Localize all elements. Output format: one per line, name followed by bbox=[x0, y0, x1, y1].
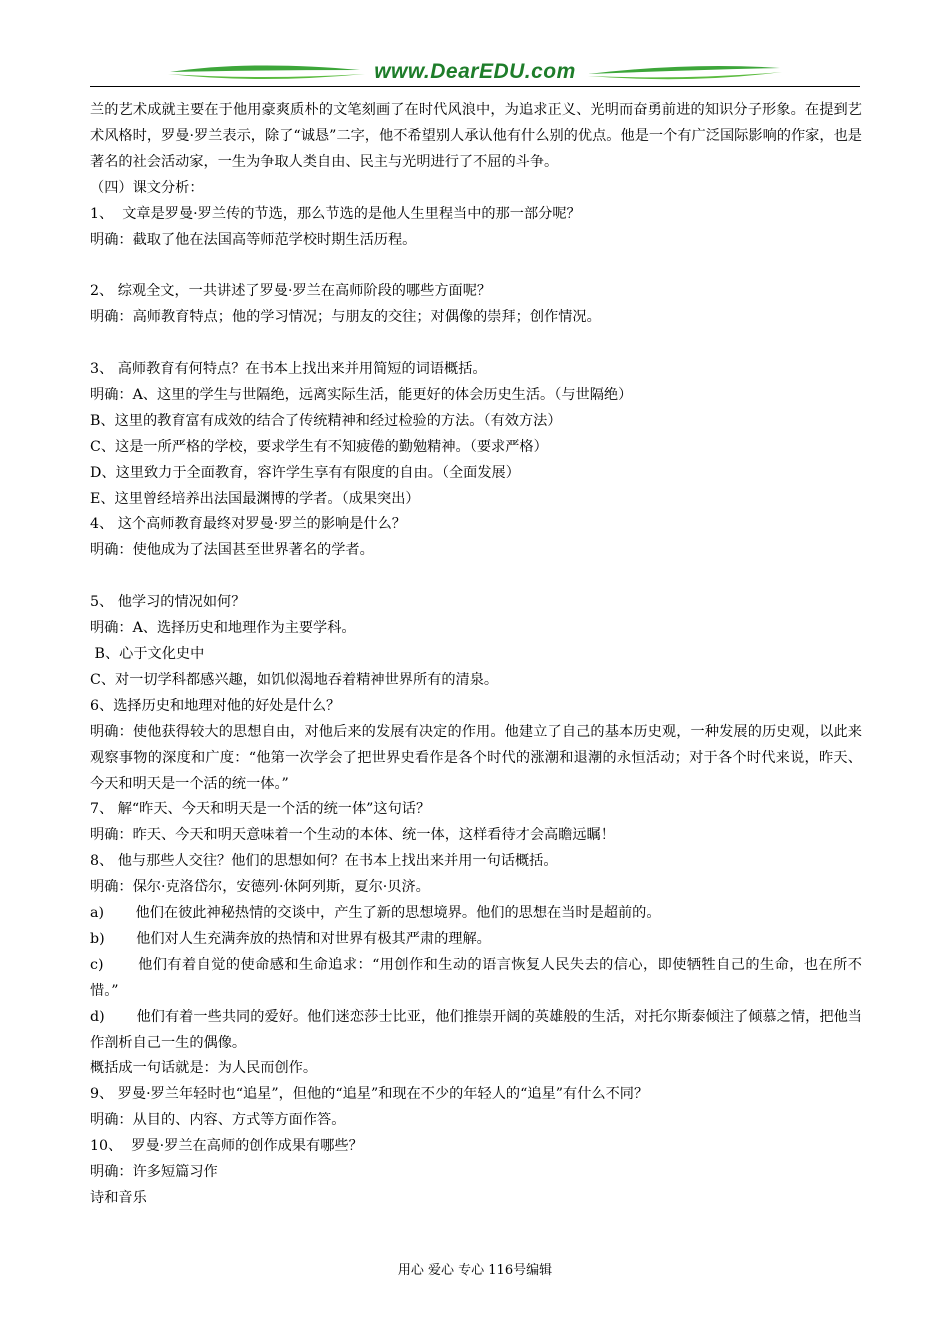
paragraph: 明确：从目的、内容、方式等方面作答。 bbox=[90, 1112, 346, 1129]
paragraph: 明确：昨天、今天和明天意味着一个生动的本体、统一体，这样看待才会高瞻远瞩！ bbox=[90, 827, 615, 844]
blank-line bbox=[90, 564, 862, 590]
header-divider bbox=[90, 86, 860, 87]
paragraph: E、这里曾经培养出法国最渊博的学者。（成果突出） bbox=[90, 490, 420, 507]
paragraph: 明确：A、选择历史和地理作为主要学科。 bbox=[90, 620, 356, 637]
paragraph: 明确：许多短篇习作 bbox=[90, 1164, 218, 1181]
paragraph: B、心于文化史中 bbox=[90, 645, 205, 662]
paragraph: D、这里致力于全面教育，容许学生享有有限度的自由。（全面发展） bbox=[90, 464, 520, 481]
paragraph: （四）课文分析： bbox=[90, 179, 204, 196]
paragraph: 诗和音乐 bbox=[90, 1190, 147, 1207]
paragraph: 明确：A、这里的学生与世隔绝，远离实际生活，能更好的体会历史生活。（与世隔绝） bbox=[90, 386, 633, 403]
paragraph: 2、 综观全文，一共讲述了罗曼·罗兰在高师阶段的哪些方面呢？ bbox=[90, 283, 492, 300]
paragraph: c) 他们有着自觉的使命感和生命追求：“用创作和生动的语言恢复人民失去的信心，即使牺牲自己的生命，也在所不惜。” bbox=[90, 956, 862, 999]
paragraph: 明确：使他获得较大的思想自由，对他后来的发展有决定的作用。他建立了自己的基本历史观，一种发展的历史观，以此来观察事物的深度和广度：“他第一次学会了把世界史看作是各个时代的涨潮和退潮的永恒活动；对于各个时代来说，昨天、今天和明天是一个活的统一体。” bbox=[90, 723, 862, 792]
paragraph: 兰的艺术成就主要在于他用豪爽质朴的文笔刻画了在时代风浪中，为追求正义、光明而奋勇前进的知识分子形象。在提到艺术风格时，罗曼·罗兰表示，除了“诚恳”二字，他不希望别人承认他有什么别的优点。他是一个有广泛国际影响的作家，也是著名的社会活动家，一生为争取人类自由、民主与光明进行了不屈的斗争。 bbox=[90, 102, 862, 170]
paragraph: 8、 他与那些人交往？他们的思想如何？在书本上找出来并用一句话概括。 bbox=[90, 853, 558, 870]
paragraph: 7、 解“昨天、今天和明天是一个活的统一体”这句话？ bbox=[90, 801, 431, 818]
paragraph: B、这里的教育富有成效的结合了传统精神和经过检验的方法。（有效方法） bbox=[90, 412, 562, 429]
paragraph: 概括成一句话就是：为人民而创作。 bbox=[90, 1060, 318, 1077]
paragraph: b) 他们对人生充满奔放的热情和对世界有极其严肃的理解。 bbox=[90, 930, 491, 947]
paragraph: 6、选择历史和地理对他的好处是什么？ bbox=[90, 697, 341, 714]
paragraph: 5、 他学习的情况如何？ bbox=[90, 594, 246, 611]
blank-line bbox=[90, 253, 862, 279]
paragraph: C、对一切学科都感兴趣，如饥似渴地吞着精神世界所有的清泉。 bbox=[90, 671, 499, 688]
paragraph: a) 他们在彼此神秘热情的交谈中，产生了新的思想境界。他们的思想在当时是超前的。 bbox=[90, 905, 661, 922]
blank-line bbox=[90, 331, 862, 357]
paragraph: 明确：截取了他在法国高等师范学校时期生活历程。 bbox=[90, 231, 417, 248]
paragraph: d) 他们有着一些共同的爱好。他们迷恋莎士比亚，他们推崇开阔的英雄般的生活，对托尔斯泰倾注了倾慕之情，把他当作剖析自己一生的偶像。 bbox=[90, 1008, 862, 1051]
paragraph: 9、 罗曼·罗兰年轻时也“追星”，但他的“追星”和现在不少的年轻人的“追星”有什么不同？ bbox=[90, 1086, 649, 1103]
paragraph: 1、 文章是罗曼·罗兰传的节选，那么节选的是他人生里程当中的那一部分呢？ bbox=[90, 205, 581, 222]
paragraph: 明确：保尔·克洛岱尔，安德列·休阿列斯，夏尔·贝济。 bbox=[90, 879, 430, 896]
paragraph: C、这是一所严格的学校，要求学生有不知疲倦的勤勉精神。（要求严格） bbox=[90, 438, 548, 455]
paragraph: 明确：高师教育特点；他的学习情况；与朋友的交往；对偶像的崇拜；创作情况。 bbox=[90, 309, 601, 326]
paragraph: 明确：使他成为了法国甚至世界著名的学者。 bbox=[90, 542, 374, 559]
paragraph: 10、 罗曼·罗兰在高师的创作成果有哪些？ bbox=[90, 1138, 363, 1155]
page-footer: 用心 爱心 专心 116号编辑 bbox=[397, 1263, 553, 1278]
document-body bbox=[90, 98, 862, 1212]
paragraph: 3、 高师教育有何特点？在书本上找出来并用简短的词语概括。 bbox=[90, 361, 487, 378]
site-logo: www.DearEDU.com bbox=[374, 60, 576, 83]
paragraph: 4、 这个高师教育最终对罗曼·罗兰的影响是什么？ bbox=[90, 516, 406, 533]
